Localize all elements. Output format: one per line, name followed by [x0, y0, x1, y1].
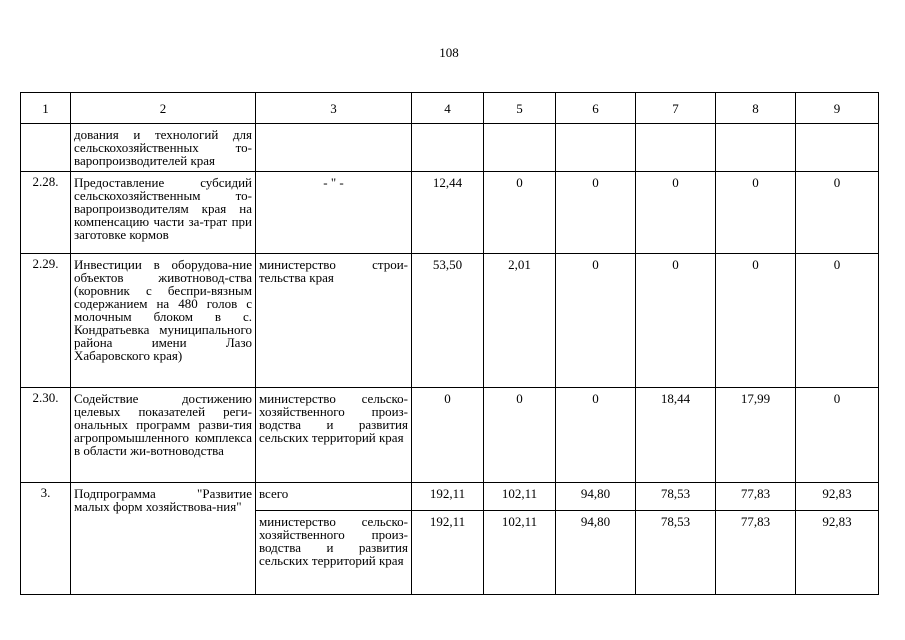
header-cell: 8	[716, 93, 796, 124]
value-cell: 92,83	[796, 483, 879, 511]
header-cell: 2	[71, 93, 256, 124]
value-cell: 77,83	[716, 511, 796, 595]
value-cell: 12,44	[412, 172, 484, 254]
value-cell: 102,11	[484, 511, 556, 595]
measure-name: Инвестиции в оборудова-ние объектов животновод-ства (коровник с беспри-вязным содержанием на 480 голов с молочным блоком в с. Кондратьевка муниципального района имени Лазо Хабаровского края)	[71, 254, 256, 388]
header-cell: 5	[484, 93, 556, 124]
value-cell: 0	[484, 172, 556, 254]
value-cell: 0	[716, 254, 796, 388]
value-cell: 102,11	[484, 483, 556, 511]
value-cell: 94,80	[556, 483, 636, 511]
value-cell	[716, 124, 796, 172]
value-cell	[636, 124, 716, 172]
value-cell: 0	[556, 254, 636, 388]
value-cell: 0	[796, 172, 879, 254]
value-cell: 2,01	[484, 254, 556, 388]
header-cell: 7	[636, 93, 716, 124]
header-cell: 6	[556, 93, 636, 124]
page-number: 108	[439, 45, 459, 60]
table-row	[21, 254, 879, 388]
value-cell: 53,50	[412, 254, 484, 388]
header-cell: 1	[21, 93, 71, 124]
budget-table	[20, 92, 879, 595]
value-cell	[484, 124, 556, 172]
value-cell: 0	[636, 254, 716, 388]
row-number: 3.	[21, 483, 71, 595]
value-cell: 192,11	[412, 511, 484, 595]
executor: министерство строи-тельства края	[256, 254, 412, 388]
value-cell: 0	[716, 172, 796, 254]
row-number	[21, 124, 71, 172]
value-cell: 0	[796, 254, 879, 388]
header-cell: 4	[412, 93, 484, 124]
value-cell: 0	[796, 388, 879, 483]
measure-name: дования и технологий для сельскохозяйственных то-варопроизводителей края	[71, 124, 256, 172]
value-cell	[556, 124, 636, 172]
executor: - " -	[256, 172, 412, 254]
executor: всего	[256, 483, 412, 511]
value-cell: 0	[556, 172, 636, 254]
value-cell: 18,44	[636, 388, 716, 483]
table-row	[21, 483, 879, 511]
value-cell: 192,11	[412, 483, 484, 511]
value-cell: 0	[636, 172, 716, 254]
value-cell: 0	[412, 388, 484, 483]
executor: министерство сельско-хозяйственного произ-водства и развития сельских территорий края	[256, 511, 412, 595]
measure-name: Содействие достижению целевых показателей реги-ональных программ разви-тия агропромышленного комплекса в области жи-вотноводства	[71, 388, 256, 483]
executor: министерство сельско-хозяйственного произ-водства и развития сельских территорий края	[256, 388, 412, 483]
measure-name: Подпрограмма "Развитие малых форм хозяйствова-ния"	[71, 483, 256, 595]
header-cell: 9	[796, 93, 879, 124]
executor	[256, 124, 412, 172]
row-number: 2.30.	[21, 388, 71, 483]
row-number: 2.29.	[21, 254, 71, 388]
value-cell: 78,53	[636, 511, 716, 595]
value-cell: 0	[556, 388, 636, 483]
value-cell	[796, 124, 879, 172]
table-row	[21, 124, 879, 172]
header-row	[21, 93, 879, 124]
value-cell: 92,83	[796, 511, 879, 595]
table-row	[21, 388, 879, 483]
table-row	[21, 172, 879, 254]
measure-name: Предоставление субсидий сельскохозяйственным то-варопроизводителям края на компенсацию части за-трат при заготовке кормов	[71, 172, 256, 254]
row-number: 2.28.	[21, 172, 71, 254]
value-cell: 17,99	[716, 388, 796, 483]
value-cell: 78,53	[636, 483, 716, 511]
value-cell: 94,80	[556, 511, 636, 595]
value-cell: 0	[484, 388, 556, 483]
value-cell: 77,83	[716, 483, 796, 511]
header-cell: 3	[256, 93, 412, 124]
value-cell	[412, 124, 484, 172]
